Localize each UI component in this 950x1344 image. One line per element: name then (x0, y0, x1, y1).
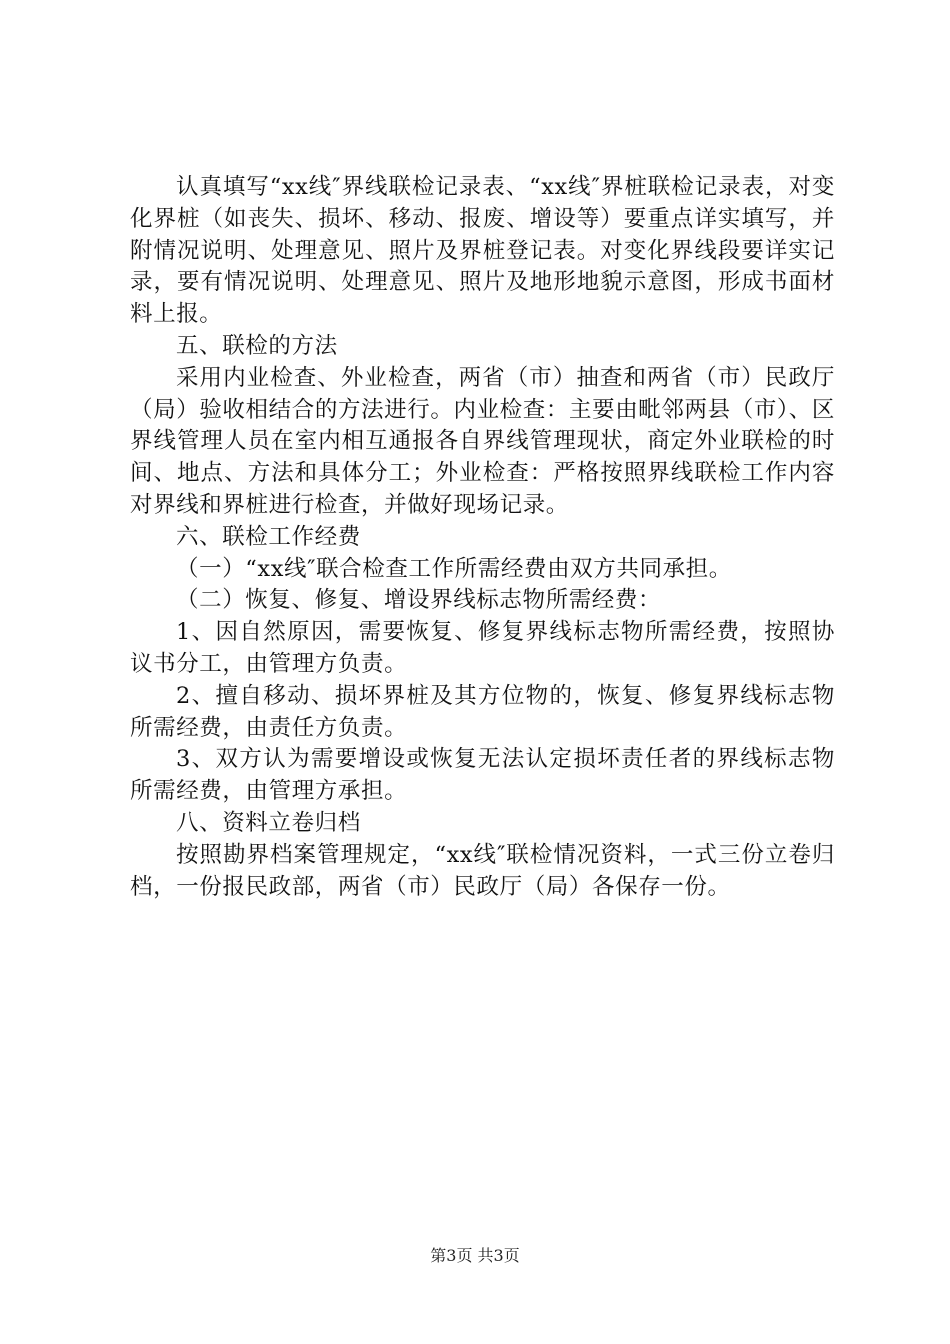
funding-subitem-3: 3、双方认为需要增设或恢复无法认定损坏责任者的界线标志物所需经费，由管理方承担。 (130, 746, 835, 805)
paragraph-record-requirements: 认真填写“xx线″界线联检记录表、“xx线″界桩联检记录表，对变化界桩（如丧失、损坏、移动、报废、增设等）要重点详实填写，并附情况说明、处理意见、照片及界桩登记表。对变化界线段要详实记录，要有情况说明、处理意见、照片及地形地貌示意图，形成书面材料上报。 (130, 174, 835, 328)
section-heading-method: 五、联检的方法 (176, 332, 338, 359)
paragraph-method: 采用内业检查、外业检查，两省（市）抽查和两省（市）民政厅（局）验收相结合的方法进行。内业检查：主要由毗邻两县（市）、区界线管理人员在室内相互通报各自界线管理现状，商定外业联检的时间、地点、方法和具体分工；外业检查：严格按照界线联检工作内容对界线和界桩进行检查，并做好现场记录。 (130, 364, 835, 518)
document-body (130, 172, 835, 903)
paragraph-archiving: 按照勘界档案管理规定，“xx线″联检情况资料，一式三份立卷归档，一份报民政部，两省（市）民政厅（局）各保存一份。 (130, 841, 835, 900)
funding-item-1: （一）“xx线″联合检查工作所需经费由双方共同承担。 (176, 555, 732, 582)
section-heading-archiving: 八、资料立卷归档 (176, 809, 361, 836)
section-heading-funding: 六、联检工作经费 (176, 523, 361, 550)
funding-item-2: （二）恢复、修复、增设界线标志物所需经费： (176, 587, 662, 614)
funding-subitem-2: 2、擅自移动、损坏界桩及其方位物的，恢复、修复界线标志物所需经费，由责任方负责。 (130, 682, 835, 741)
page-footer: 第3页 共3页 (430, 1246, 520, 1265)
funding-subitem-1: 1、因自然原因，需要恢复、修复界线标志物所需经费，按照协议书分工，由管理方负责。 (130, 619, 835, 677)
